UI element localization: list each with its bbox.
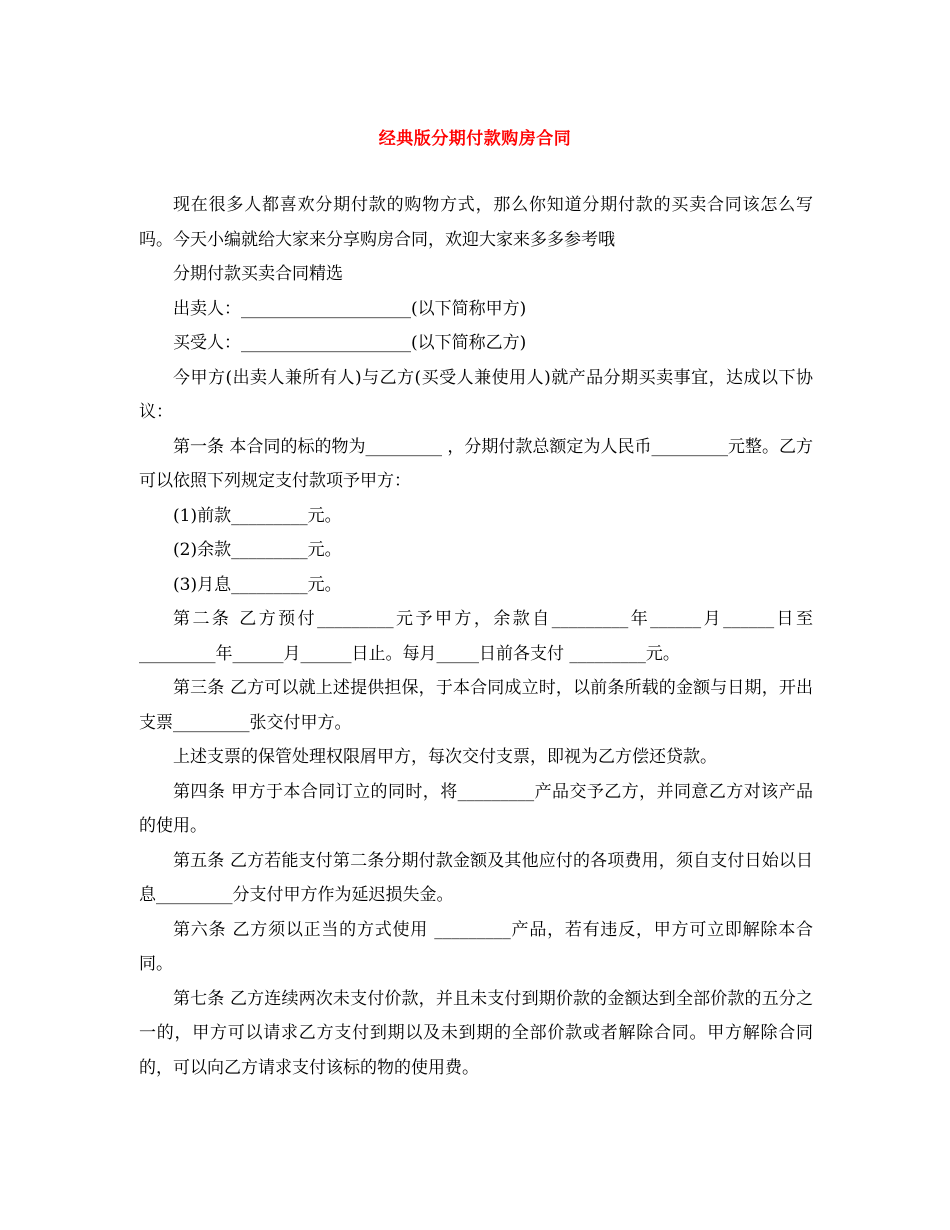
article-4: 第四条 甲方于本合同订立的同时，将_________产品交予乙方，并同意乙方对该产品的使用。 (139, 781, 813, 836)
contract-heading: 分期付款买卖合同精选 (173, 264, 343, 284)
seller-line: 出卖人：____________________(以下简称甲方) (173, 298, 527, 319)
article-3: 第三条 乙方可以就上述提供担保，于本合同成立时，以前条所载的金额与日期，开出支票_________张交付甲方。 (139, 678, 813, 733)
article-5: 第五条 乙方若能支付第二条分期付款金额及其他应付的各项费用，须自支付日始以日息_________分支付甲方作为延迟损失金。 (139, 850, 813, 905)
intro-paragraph: 现在很多人都喜欢分期付款的购物方式，那么你知道分期付款的买卖合同该怎么写吗。今天小编就给大家来分享购房合同，欢迎大家来多多参考哦 (139, 195, 813, 250)
agreement-preamble: 今甲方(出卖人兼所有人)与乙方(买受人兼使用人)就产品分期买卖事宜，达成以下协议： (139, 367, 813, 422)
article-3-note: 上述支票的保管处理权限屑甲方，每次交付支票，即视为乙方偿还贷款。 (173, 747, 717, 767)
article-7: 第七条 乙方连续两次未支付价款，并且未支付到期价款的金额达到全部价款的五分之一的，甲方可以请求乙方支付到期以及未到期的全部价款或者解除合同。甲方解除合同的，可以向乙方请求支付该标的物的使用费。 (139, 988, 813, 1078)
article-1-item-1: (1)前款_________元。 (173, 505, 342, 526)
document-body (139, 188, 813, 1085)
article-6: 第六条 乙方须以正当的方式使用 _________产品，若有违反，甲方可立即解除本合同。 (139, 919, 813, 974)
article-1: 第一条 本合同的标的物为_________ ，分期付款总额定为人民币_________元整。乙方可以依照下列规定支付款项予甲方： (139, 436, 813, 491)
article-2: 第二条 乙方预付_________元予甲方，余款自_________年______月______日至_________年______月______日止。每月_____日前各支付 _________元。 (139, 609, 813, 664)
article-1-item-3: (3)月息_________元。 (173, 574, 342, 595)
buyer-line: 买受人：____________________(以下简称乙方) (173, 333, 527, 353)
article-1-item-2: (2)余款_________元。 (173, 540, 342, 560)
document-title: 经典版分期付款购房合同 (378, 129, 572, 149)
